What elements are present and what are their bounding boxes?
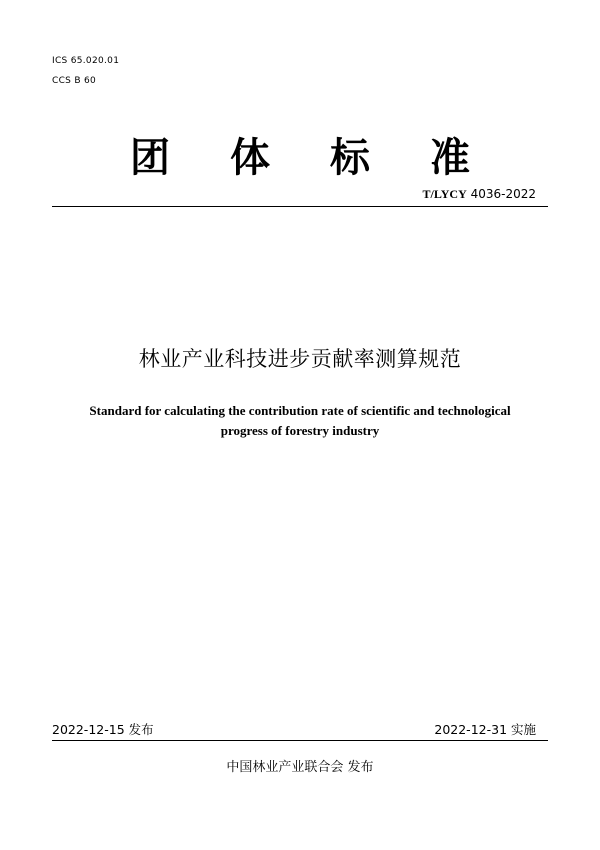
- title-chinese: 林业产业科技进步贡献率测算规范: [138, 347, 462, 371]
- standard-code-prefix: T/LYCY: [422, 187, 467, 201]
- standard-type-char: 准: [430, 135, 470, 181]
- title-english: [0, 401, 600, 441]
- implementation-date: 2022-12-31 实施: [434, 722, 536, 737]
- standard-type-char: 标: [330, 135, 370, 181]
- publisher: 中国林业产业联合会 发布: [226, 760, 374, 775]
- title-english-line: Standard for calculating the contribution rate of scientific and technological: [89, 403, 511, 418]
- standard-code: [423, 187, 537, 202]
- bottom-divider: [52, 740, 548, 741]
- standard-type-char: 团: [130, 135, 170, 181]
- issue-date: 2022-12-15 发布: [52, 722, 154, 737]
- title-english-line: progress of forestry industry: [220, 423, 380, 438]
- standard-type-char: 体: [230, 135, 270, 181]
- top-divider: [52, 206, 548, 207]
- ics-code: ICS 65.020.01: [52, 56, 120, 66]
- standard-code-number: 4036-2022: [470, 187, 536, 201]
- standard-type-heading: [130, 133, 470, 183]
- ccs-code: CCS B 60: [52, 76, 97, 86]
